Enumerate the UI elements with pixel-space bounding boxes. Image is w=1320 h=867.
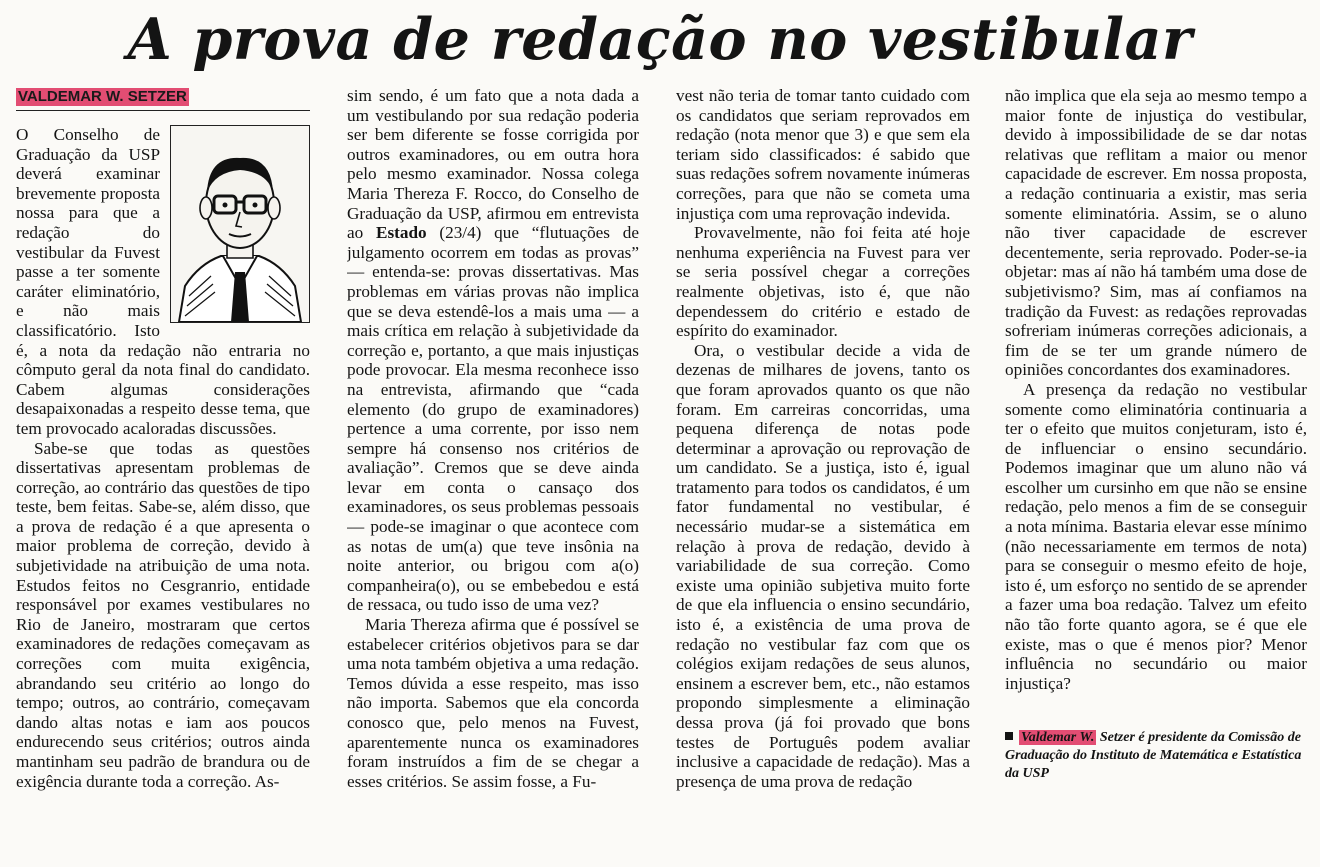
- paragraph: Provavelmente, não foi feita até hoje nenhuma experiência na Fuvest para ver se seria possível chegar a correções realmente objetivas, isto é, que não dependessem do critério e estado de espírito do examinador.: [676, 223, 970, 341]
- portrait-drawing: [171, 126, 309, 322]
- column-2: [347, 86, 639, 862]
- column-4: [1005, 86, 1307, 862]
- byline: VALDEMAR W. SETZER: [18, 88, 187, 105]
- author-note: [1005, 729, 1307, 783]
- headline: A prova de redação no vestibular: [127, 6, 1193, 73]
- paragraph: Maria Thereza afirma que é possível se estabelecer critérios objetivos para se dar uma nota também objetiva a uma redação. Temos dúvida a esse respeito, mas isso não importa. Sabemos que ela concorda conosco que, pelo menos na Fuvest, aparentemente nunca os examinadores foram instruídos a fim de se chegar a esses critérios. Se assim fosse, a Fu-: [347, 615, 639, 791]
- paragraph: Ora, o vestibular decide a vida de dezenas de milhares de jovens, tanto os que foram aprovados quanto os que não foram. Em carreiras concorridas, uma pequena diferença de notas pode determinar a aprovação ou reprovação de um candidato. Se a justiça, isto é, igual tratamento para todos os candidatos, é um fator fundamental no vestibular, é necessário mudar-se a sistemática em relação à prova de redação, devido à variabilidade de sua correção. Como existe uma opinião subjetiva muito forte de que ela influencia o ensino secundário, isto é, a existência de uma prova de redação no vestibular faz com que os colégios exijam redações de seus alunos, ensinem a escrever bem, etc., não estamos propondo simplesmente a eliminação dessa prova (já foi provado que bons testes de Português podem avaliar inclusive a capacidade de redação). Mas a presença de uma prova de redação: [676, 340, 970, 791]
- bullet-square-icon: [1005, 732, 1013, 740]
- paragraph: Sabe-se que todas as questões dissertativas apresentam problemas de correção, ao contrário das questões de tipo teste, bem feitas. Sabe-se, além disso, que a prova de redação é a que apresenta o maior problema de correção, devido à subjetividade na atribuição de uma nota. Estudos feitos no Cesgranrio, entidade responsável por exames vestibulares no Rio de Janeiro, mostraram que certos examinadores de redações começavam as correções com muita exigência, abrandando seu critério ao longo do tempo; outros, ao contrário, começavam dando altas notas e iam aos poucos endurecendo seus critérios; outros ainda mantinham seu padrão de brandura ou de exigência durante toda a correção. As-: [16, 438, 310, 791]
- paragraph: não implica que ela seja ao mesmo tempo a maior fonte de injustiça do vestibular, devido à impossibilidade de se dar notas relativas que reflitam a maior ou menor capacidade de escrever. Em nossa proposta, a redação continuaria a existir, mas seria somente eliminatória. Assim, se o aluno não tiver capacidade de escrever decentemente, seria reprovado. Poder-se-ia objetar: mas aí não há também uma dose de subjetivismo? Sim, mas aí confiamos na tradição da Fuvest: as redações reprovadas sofreriam inúmeras correções adicionais, a fim de se ter um grande número de opiniões concordantes dos examinadores.: [1005, 86, 1307, 380]
- paragraph: [347, 86, 639, 615]
- newspaper-name: Estado: [376, 223, 427, 243]
- author-note-name: Valdemar W.: [1021, 730, 1095, 746]
- paragraph: O Conselho de Graduação da USP deverá examinar brevemente proposta nossa para que a redação do vestibular da Fuvest passe a ter somente caráter eliminatório, e não mais classificatório. Isto é, a nota da redação não entraria no cômputo geral da nota final do candidato. Cabem algumas considerações desapaixonadas a respeito desse tema, que tem provocado acaloradas discussões.: [16, 125, 310, 438]
- byline-rule: [16, 110, 310, 111]
- text-run: sim sendo, é um fato que a nota dada a um vestibulando por sua redação poderia ser bem diferente se fosse corrigida por outros examinadores, ou em outra hora pelo mesmo examinador. Nossa colega Maria Thereza F. Rocco, do Conselho de Graduação da USP, afirmou em entrevista ao: [347, 86, 639, 243]
- author-portrait: [170, 125, 310, 323]
- author-note-text: Setzer é presidente da Comissão de Graduação do Instituto de Matemática e Estatística da USP: [1005, 730, 1302, 782]
- paragraph: A presença da redação no vestibular somente como eliminatória continuaria a ter o efeito que muitos conjeturam, isto é, de influenciar o ensino secundário. Podemos imaginar que um aluno não vá escolher um cursinho em que não se ensine redação, pelo menos a fim de se conseguir a nota mínima. Bastaria elevar esse mínimo (não necessariamente em termos de nota) para se conseguir o mesmo efeito de hoje, isto é, um esforço no sentido de se aprender a fazer uma boa redação. Talvez um efeito não tão forte quanto agora, se é que ele existe, mas o que é menos pior? Menor influência no secundário ou maior injustiça?: [1005, 379, 1307, 693]
- text-run: (23/4) que “flutuações de julgamento ocorrem em todas as provas” — entenda-se: provas dissertativas. Mas problemas em várias provas não implica que se deva estendê-los a mais uma — a mais crítica em relação à subjetividade da correção e, portanto, a que mais injustiças pode provocar. Ela mesma reconhece isso na entrevista, afirmando que “cada elemento (do grupo de examinadores) pertence a uma corrente, por isso nem sempre há consenso nos critérios de avaliação”. Cremos que se deve ainda levar em conta o cansaço dos examinadores, os seus problemas pessoais — pode-se imaginar o que acontece com as notas de um(a) que teve insônia na noite anterior, ou brigou com a(o) companheira(o), ou se embebedou e está de ressaca, ou tudo isso de uma vez?: [347, 223, 639, 615]
- column-3: [676, 86, 970, 862]
- paragraph: vest não teria de tomar tanto cuidado com os candidatos que seriam reprovados em redação (nota menor que 3) e que sem ela teriam sido classificados: é sabido que suas redações sofrem novamente inúmeras correções, para que não se cometa uma injustiça com uma reprovação indevida.: [676, 86, 970, 223]
- column-1: [16, 86, 310, 862]
